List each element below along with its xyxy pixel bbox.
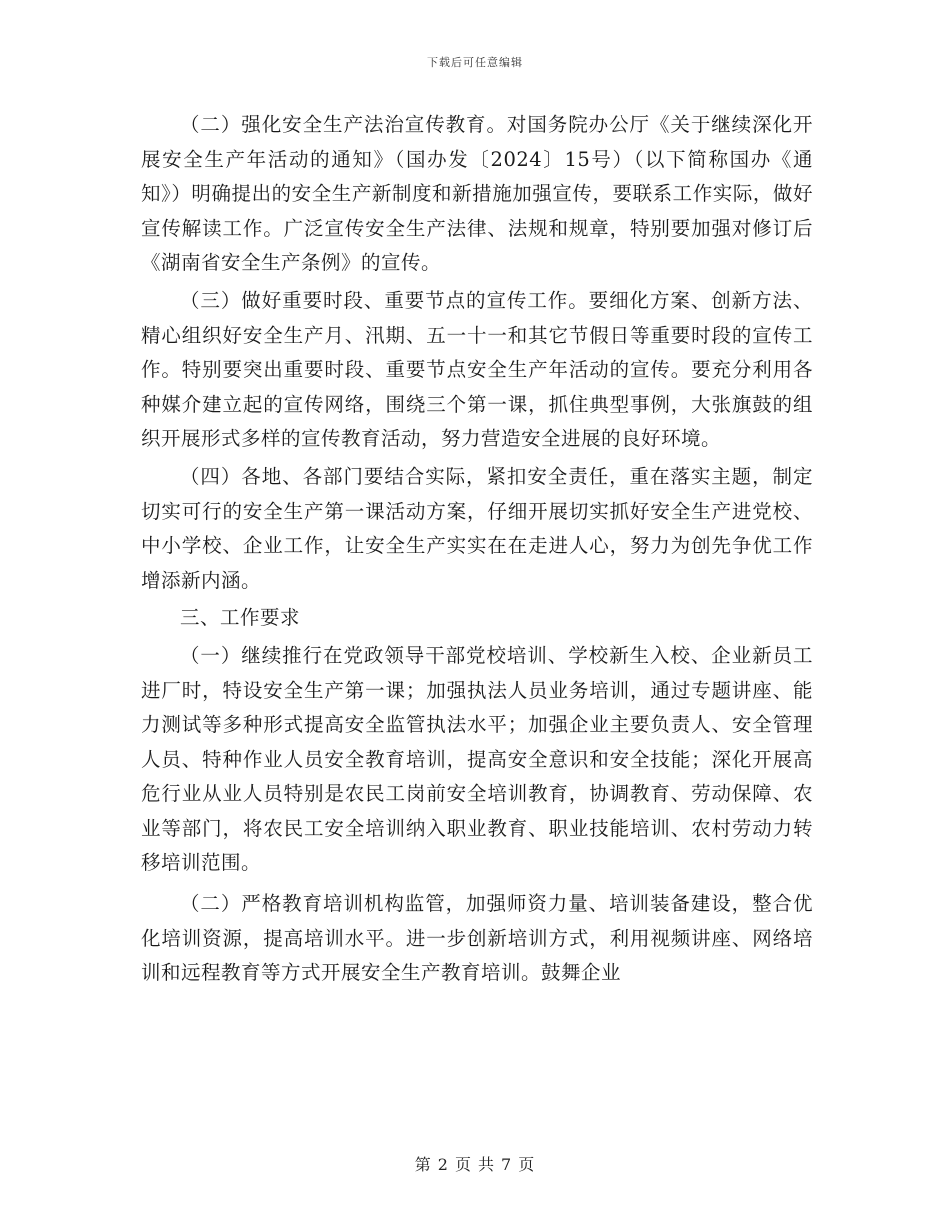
footer-suffix: 页 bbox=[518, 1155, 536, 1174]
footer-total-pages: 7 bbox=[501, 1155, 513, 1174]
paragraph-training-institutions: （二）严格教育培训机构监管，加强师资力量、培训装备建设，整合优化培训资源，提高培训水平。进一步创新培训方式，利用视频讲座、网络培训和远程教育等方式开展安全生产教育培训。鼓舞企业 bbox=[141, 892, 813, 985]
footer-current-page: 2 bbox=[437, 1155, 449, 1174]
footer-prefix: 第 bbox=[414, 1155, 432, 1174]
paragraph-publicity-education: （二）强化安全生产法治宣传教育。对国务院办公厅《关于继续深化开展安全生产年活动的通知》（国办发〔2024〕15号）（以下简称国办《通知》）明确提出的安全生产新制度和新措施加强宣传，要联系工作实际，做好宣传解读工作。广泛宣传安全生产法律、法规和规章，特别要加强对修订后《湖南省安全生产条例》的宣传。 bbox=[141, 113, 813, 275]
paragraph-departments: （四）各地、各部门要结合实际，紧扣安全责任，重在落实主题，制定切实可行的安全生产第一课活动方案，仔细开展切实抓好安全生产进党校、中小学校、企业工作，让安全生产实实在在走进人心，努力为创先争优工作增添新内涵。 bbox=[141, 464, 813, 592]
section-heading-work-requirements: 三、工作要求 bbox=[180, 606, 301, 630]
footer-middle: 页 共 bbox=[454, 1155, 496, 1174]
paragraph-training-first-lesson: （一）继续推行在党政领导干部党校培训、学校新生入校、企业新员工进厂时，特设安全生产第一课；加强执法人员业务培训，通过专题讲座、能力测试等多种形式提高安全监管执法水平；加强企业主要负责人、安全管理人员、特种作业人员安全教育培训，提高安全意识和安全技能；深化开展高危行业从业人员特别是农民工岗前安全培训教育，协调教育、劳动保障、农业等部门，将农民工安全培训纳入职业教育、职业技能培训、农村劳动力转移培训范围。 bbox=[141, 643, 813, 875]
page-header-note: 下载后可任意编辑 bbox=[427, 56, 523, 69]
document-body bbox=[141, 108, 813, 991]
page-number-footer bbox=[0, 1152, 950, 1175]
paragraph-key-periods: （三）做好重要时段、重要节点的宣传工作。要细化方案、创新方法、精心组织好安全生产月、汛期、五一十一和其它节假日等重要时段的宣传工作。特别要突出重要时段、重要节点安全生产年活动的宣传。要充分利用各种媒介建立起的宣传网络，围绕三个第一课，抓住典型事例，大张旗鼓的组织开展形式多样的宣传教育活动，努力营造安全进展的良好环境。 bbox=[141, 288, 813, 451]
